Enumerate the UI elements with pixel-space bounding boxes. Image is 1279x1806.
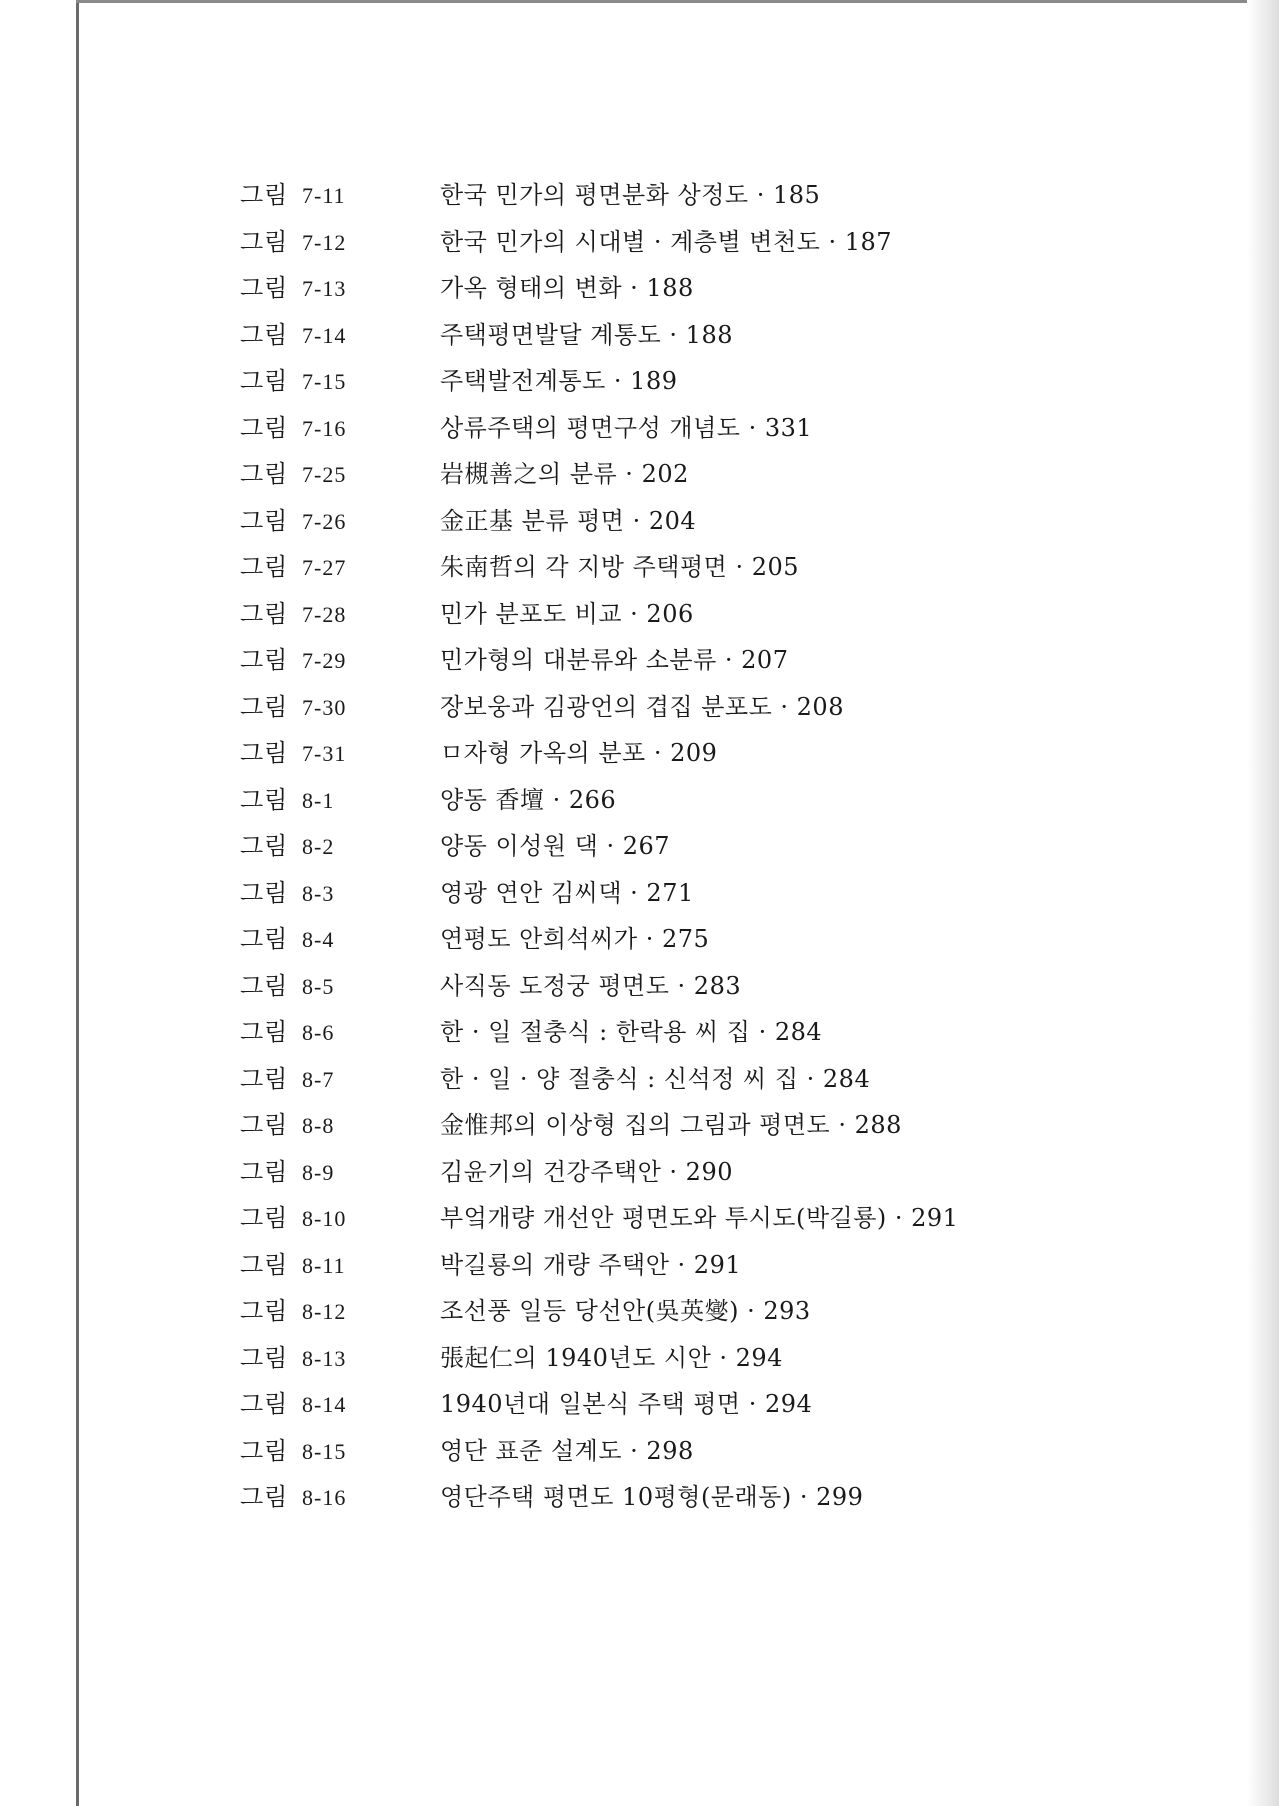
figure-label: 그림 bbox=[240, 1111, 289, 1139]
figure-number: 8-9 bbox=[302, 1159, 335, 1185]
figure-title: 민가형의 대분류와 소분류 · 207 bbox=[440, 646, 789, 674]
figure-label: 그림 bbox=[240, 646, 289, 674]
figure-entry bbox=[240, 1477, 958, 1524]
figure-label: 그림 bbox=[240, 1157, 289, 1186]
figure-label: 그림 bbox=[240, 1064, 289, 1093]
figure-title: 한 · 일 · 양 절충식 : 신석정 씨 집 · 284 bbox=[440, 1064, 871, 1093]
figure-number: 8-7 bbox=[302, 1066, 335, 1092]
figure-title: 한 · 일 절충식 : 한락용 씨 집 · 284 bbox=[440, 1018, 823, 1046]
figure-number: 7-25 bbox=[302, 462, 347, 487]
figure-label: 그림 bbox=[240, 1018, 289, 1046]
figure-entry bbox=[240, 501, 958, 548]
figure-entry bbox=[240, 640, 958, 687]
figure-label: 그림 bbox=[240, 274, 289, 302]
figure-number: 7-15 bbox=[302, 369, 347, 394]
figure-entry bbox=[240, 1152, 958, 1199]
figure-label: 그림 bbox=[240, 692, 289, 721]
figure-title: 영광 연안 김씨댁 · 271 bbox=[440, 878, 694, 907]
figure-label: 그림 bbox=[240, 739, 289, 767]
figure-title: 주택평면발달 계통도 · 188 bbox=[440, 320, 733, 349]
figure-label: 그림 bbox=[240, 1390, 289, 1418]
figure-entry bbox=[240, 1198, 958, 1245]
figure-number: 7-16 bbox=[302, 415, 347, 441]
figure-entry bbox=[240, 268, 958, 315]
figure-number: 8-4 bbox=[302, 927, 335, 952]
figure-label: 그림 bbox=[240, 320, 289, 349]
figure-title: 상류주택의 평면구성 개념도 · 331 bbox=[440, 413, 813, 442]
figure-title: 박길룡의 개량 주택안 · 291 bbox=[440, 1250, 742, 1279]
figure-entry bbox=[240, 175, 958, 222]
figure-label: 그림 bbox=[240, 1343, 289, 1372]
figure-title: 영단주택 평면도 10평형(문래동) · 299 bbox=[440, 1483, 864, 1511]
figure-title: 張起仁의 1940년도 시안 · 294 bbox=[440, 1343, 783, 1372]
figure-entry bbox=[240, 1012, 958, 1059]
figure-number: 7-30 bbox=[302, 694, 347, 720]
figure-number: 8-11 bbox=[302, 1252, 346, 1278]
figure-label: 그림 bbox=[240, 1436, 289, 1465]
figure-title: ㅁ자형 가옥의 분포 · 209 bbox=[440, 739, 718, 767]
figure-number: 8-14 bbox=[302, 1392, 347, 1417]
figure-number: 7-26 bbox=[302, 508, 347, 534]
figure-label: 그림 bbox=[240, 1250, 289, 1279]
figure-entry bbox=[240, 873, 958, 920]
figure-entry bbox=[240, 826, 958, 873]
figure-label: 그림 bbox=[240, 367, 289, 395]
figure-number: 8-8 bbox=[302, 1113, 335, 1138]
figure-label: 그림 bbox=[240, 553, 289, 581]
figure-title: 사직동 도정궁 평면도 · 283 bbox=[440, 971, 742, 1000]
figure-label: 그림 bbox=[240, 181, 289, 209]
figure-label: 그림 bbox=[240, 925, 289, 953]
figure-entry bbox=[240, 222, 958, 269]
page-right-shadow bbox=[1247, 0, 1279, 1806]
figure-entry bbox=[240, 408, 958, 455]
figure-title: 한국 민가의 시대별 · 계층별 변천도 · 187 bbox=[440, 227, 893, 256]
figure-entry bbox=[240, 687, 958, 734]
figure-title: 조선풍 일등 당선안(吳英燮) · 293 bbox=[440, 1297, 811, 1325]
figure-entry bbox=[240, 547, 958, 594]
figure-label: 그림 bbox=[240, 599, 289, 628]
figure-label: 그림 bbox=[240, 878, 289, 907]
figure-number: 8-16 bbox=[302, 1485, 347, 1510]
figure-title: 岩槻善之의 분류 · 202 bbox=[440, 460, 689, 488]
figure-label: 그림 bbox=[240, 413, 289, 442]
figure-entry bbox=[240, 1431, 958, 1478]
page-left-edge bbox=[76, 0, 79, 1806]
figure-title: 가옥 형태의 변화 · 188 bbox=[440, 274, 694, 302]
figure-number: 8-12 bbox=[302, 1299, 347, 1324]
page-top-edge bbox=[76, 0, 1279, 3]
figure-title: 영단 표준 설계도 · 298 bbox=[440, 1436, 694, 1465]
figure-entry bbox=[240, 1384, 958, 1431]
figure-label: 그림 bbox=[240, 971, 289, 1000]
figure-number: 7-28 bbox=[302, 601, 347, 627]
figure-entry bbox=[240, 361, 958, 408]
figure-title: 朱南哲의 각 지방 주택평면 · 205 bbox=[440, 553, 800, 581]
figure-title: 민가 분포도 비교 · 206 bbox=[440, 599, 694, 628]
figure-title: 연평도 안희석씨가 · 275 bbox=[440, 925, 710, 953]
figure-number: 7-29 bbox=[302, 648, 347, 673]
figure-entry bbox=[240, 919, 958, 966]
figure-entry bbox=[240, 1245, 958, 1292]
figure-title: 金正基 분류 평면 · 204 bbox=[440, 506, 697, 535]
figure-label: 그림 bbox=[240, 506, 289, 535]
figure-number: 8-10 bbox=[302, 1206, 347, 1231]
figure-entry bbox=[240, 1338, 958, 1385]
figure-label: 그림 bbox=[240, 1204, 289, 1232]
figure-number: 8-15 bbox=[302, 1438, 347, 1464]
figure-entry bbox=[240, 315, 958, 362]
figure-number: 7-12 bbox=[302, 229, 347, 255]
figure-entry bbox=[240, 1105, 958, 1152]
figure-number: 7-31 bbox=[302, 741, 347, 766]
figure-entry bbox=[240, 780, 958, 827]
figure-title: 양동 香壇 · 266 bbox=[440, 785, 617, 814]
figure-number: 8-6 bbox=[302, 1020, 335, 1045]
figure-label: 그림 bbox=[240, 460, 289, 488]
figure-list bbox=[240, 175, 958, 1524]
figure-number: 8-5 bbox=[302, 973, 335, 999]
figure-label: 그림 bbox=[240, 1483, 289, 1511]
figure-title: 주택발전계통도 · 189 bbox=[440, 367, 678, 395]
figure-title: 장보웅과 김광언의 겹집 분포도 · 208 bbox=[440, 692, 844, 721]
figure-number: 7-13 bbox=[302, 276, 347, 301]
figure-label: 그림 bbox=[240, 1297, 289, 1325]
figure-label: 그림 bbox=[240, 832, 289, 860]
figure-number: 8-2 bbox=[302, 834, 335, 859]
figure-title: 부엌개량 개선안 평면도와 투시도(박길룡) · 291 bbox=[440, 1204, 959, 1232]
figure-entry bbox=[240, 966, 958, 1013]
figure-entry bbox=[240, 454, 958, 501]
figure-entry bbox=[240, 594, 958, 641]
figure-label: 그림 bbox=[240, 785, 289, 814]
figure-label: 그림 bbox=[240, 227, 289, 256]
figure-title: 한국 민가의 평면분화 상정도 · 185 bbox=[440, 181, 821, 209]
figure-title: 양동 이성원 댁 · 267 bbox=[440, 832, 671, 860]
figure-entry bbox=[240, 1291, 958, 1338]
figure-number: 7-14 bbox=[302, 322, 347, 348]
figure-title: 1940년대 일본식 주택 평면 · 294 bbox=[440, 1390, 813, 1418]
figure-title: 김윤기의 건강주택안 · 290 bbox=[440, 1157, 733, 1186]
figure-number: 8-13 bbox=[302, 1345, 347, 1371]
figure-entry bbox=[240, 1059, 958, 1106]
figure-number: 7-27 bbox=[302, 555, 347, 580]
figure-number: 7-11 bbox=[302, 183, 346, 208]
figure-number: 8-3 bbox=[302, 880, 335, 906]
figure-entry bbox=[240, 733, 958, 780]
figure-title: 金惟邦의 이상형 집의 그림과 평면도 · 288 bbox=[440, 1111, 902, 1139]
figure-number: 8-1 bbox=[302, 787, 335, 813]
